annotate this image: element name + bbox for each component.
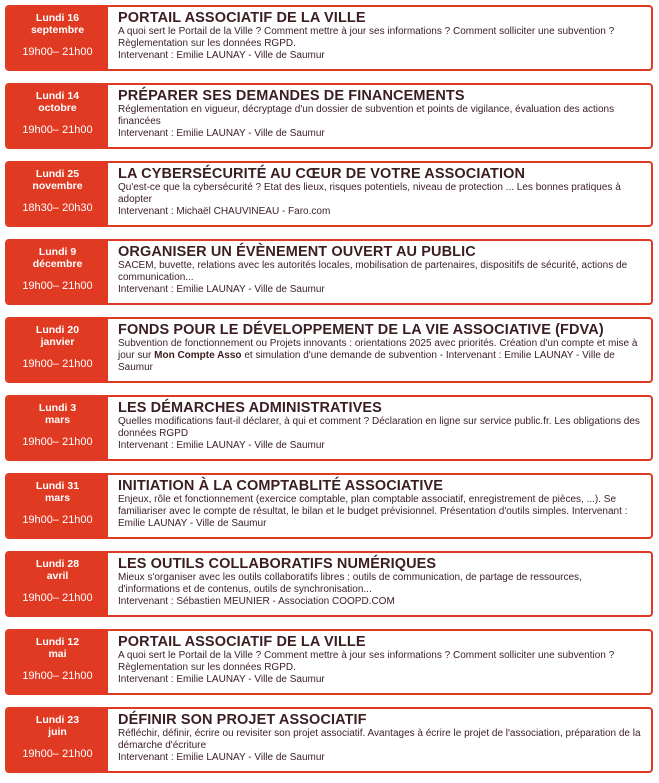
- session-description: Réfléchir, définir, écrire ou revisiter son projet associatif. Avantages à écrire le projet de l'association, préparation de la démarche d'écriture: [118, 728, 641, 751]
- date-block: [7, 85, 108, 147]
- session-speaker: Intervenant : Emilie LAUNAY - Ville de Saumur: [118, 284, 325, 295]
- month: décembre: [32, 258, 83, 270]
- date-block: [7, 241, 108, 303]
- mon-compte-asso-highlight: Mon Compte Asso: [154, 350, 242, 361]
- session-body: [108, 475, 651, 537]
- session-body: [108, 397, 651, 459]
- session-title: LES OUTILS COLLABORATIFS NUMÉRIQUES: [118, 556, 437, 572]
- session-description: A quoi sert le Portail de la Ville ? Comment mettre à jour ses informations ? Comment solliciter une subvention ? Règlementation sur les données RGPD.: [118, 650, 615, 673]
- session-speaker: Intervenant : Emilie LAUNAY - Ville de Saumur: [118, 752, 325, 763]
- date-label: [7, 402, 108, 426]
- day: Lundi 16: [35, 12, 80, 24]
- date-block: [7, 7, 108, 69]
- session-speaker: Intervenant : Sébastien MEUNIER - Association COOPD.COM: [118, 596, 395, 607]
- date-block: [7, 631, 108, 693]
- session-title: PRÉPARER SES DEMANDES DE FINANCEMENTS: [118, 88, 465, 104]
- month: mars: [44, 414, 71, 426]
- time: 19h00– 21h00: [22, 280, 93, 292]
- session-speaker: Intervenant : Michaël CHAUVINEAU - Faro.com: [118, 206, 331, 217]
- time: 18h30– 20h30: [22, 202, 93, 214]
- session-title: INITIATION À LA COMPTABLITÉ ASSOCIATIVE: [118, 478, 444, 494]
- date-block: [7, 475, 108, 537]
- session-title: PORTAIL ASSOCIATIF DE LA VILLE: [118, 10, 366, 26]
- session-description: Quelles modifications faut-il déclarer, à qui et comment ? Déclaration en ligne sur service public.fr. Les obligations des données RGPD: [118, 416, 640, 439]
- month: janvier: [40, 336, 75, 348]
- date-label: [7, 90, 108, 114]
- time: 19h00– 21h00: [22, 748, 93, 760]
- session-card: [5, 395, 653, 461]
- session-title: DÉFINIR SON PROJET ASSOCIATIF: [118, 712, 367, 728]
- session-speaker: Intervenant : Emilie LAUNAY - Ville de Saumur: [118, 128, 325, 139]
- session-speaker: Intervenant : Emilie LAUNAY - Ville de Saumur: [118, 674, 325, 685]
- session-title: FONDS POUR LE DÉVELOPPEMENT DE LA VIE ASSOCIATIVE (FDVA): [118, 322, 604, 338]
- day: Lundi 31: [35, 480, 80, 492]
- time: 19h00– 21h00: [22, 670, 93, 682]
- session-card: [5, 629, 653, 695]
- session-body: [108, 163, 651, 225]
- session-card: [5, 473, 653, 539]
- session-description: Réglementation en vigueur, décryptage d'un dossier de subvention et points de vigilance, évaluation des actions financées: [118, 104, 615, 127]
- time: 19h00– 21h00: [22, 514, 93, 526]
- time: 19h00– 21h00: [22, 358, 93, 370]
- month: novembre: [32, 180, 83, 192]
- day: Lundi 25: [35, 168, 80, 180]
- date-block: [7, 553, 108, 615]
- month: mai: [48, 648, 67, 660]
- date-block: [7, 397, 108, 459]
- session-card: [5, 551, 653, 617]
- date-block: [7, 709, 108, 771]
- session-title: LES DÉMARCHES ADMINISTRATIVES: [118, 400, 382, 416]
- day: Lundi 14: [35, 90, 80, 102]
- time: 19h00– 21h00: [22, 592, 93, 604]
- session-card: [5, 5, 653, 71]
- session-title: ORGANISER UN ÉVÈNEMENT OUVERT AU PUBLIC: [118, 244, 476, 260]
- date-block: [7, 163, 108, 225]
- session-body: [108, 553, 651, 615]
- day: Lundi 28: [35, 558, 80, 570]
- time: 19h00– 21h00: [22, 124, 93, 136]
- session-title: PORTAIL ASSOCIATIF DE LA VILLE: [118, 634, 366, 650]
- session-speaker: Intervenant : Emilie LAUNAY - Ville de Saumur: [118, 440, 325, 451]
- session-card: [5, 161, 653, 227]
- month: juin: [48, 726, 67, 738]
- day: Lundi 12: [35, 636, 80, 648]
- date-label: [7, 714, 108, 738]
- session-description: Qu'est-ce que la cybersécurité ? Etat des lieux, risques potentiels, niveau de protection ... Les bonnes pratiques à adopter: [118, 182, 621, 205]
- date-label: [7, 558, 108, 582]
- session-description: [118, 494, 645, 530]
- date-label: [7, 324, 108, 348]
- session-description: [118, 338, 645, 374]
- month: avril: [46, 570, 69, 582]
- session-card: [5, 707, 653, 773]
- session-speaker: Intervenant : Emilie LAUNAY - Ville de Saumur: [118, 506, 628, 529]
- date-label: [7, 246, 108, 270]
- session-body: [108, 7, 651, 69]
- session-speaker: Intervenant : Emilie LAUNAY - Ville de Saumur: [118, 350, 615, 373]
- date-label: [7, 168, 108, 192]
- session-description: Mieux s'organiser avec les outils collaboratifs libres : outils de communication, de partage de ressources, d'informations et de contenus, outils de synchronisation...: [118, 572, 582, 595]
- time: 19h00– 21h00: [22, 436, 93, 448]
- session-body: [108, 631, 651, 693]
- date-label: [7, 636, 108, 660]
- session-body: [108, 709, 651, 771]
- session-card: [5, 83, 653, 149]
- description-text: Enjeux, rôle et fonctionnement (exercice comptable, plan comptable associatif, enregistrement de pièces, ...). Se familiariser avec le compte de résultat, le bilan et le budget prévisionnel. Présentation d'outils simples.: [118, 494, 617, 517]
- time: 19h00– 21h00: [22, 46, 93, 58]
- day: Lundi 23: [35, 714, 80, 726]
- description-text: Subvention de fonctionnement ou Projets innovants : orientations 2025 avec priorités. Création d'un compte et mise à jour sur: [118, 338, 638, 361]
- date-label: [7, 12, 108, 36]
- date-label: [7, 480, 108, 504]
- session-title: LA CYBERSÉCURITÉ AU CŒUR DE VOTRE ASSOCIATION: [118, 166, 526, 182]
- day: Lundi 9: [38, 246, 77, 258]
- day: Lundi 20: [35, 324, 80, 336]
- session-body: [108, 319, 651, 381]
- month: octobre: [38, 102, 77, 114]
- session-speaker: Intervenant : Emilie LAUNAY - Ville de Saumur: [118, 50, 325, 61]
- session-card: [5, 317, 653, 383]
- session-body: [108, 85, 651, 147]
- session-description: SACEM, buvette, relations avec les autorités locales, mobilisation de partenaires, dispositifs de sécurité, actions de communication...: [118, 260, 628, 283]
- session-body: [108, 241, 651, 303]
- date-block: [7, 319, 108, 381]
- day: Lundi 3: [38, 402, 77, 414]
- session-description: A quoi sert le Portail de la Ville ? Comment mettre à jour ses informations ? Comment solliciter une subvention ? Règlementation sur les données RGPD.: [118, 26, 615, 49]
- session-card: [5, 239, 653, 305]
- description-text: et simulation d'une demande de subvention -: [241, 350, 446, 361]
- month: septembre: [30, 24, 85, 36]
- month: mars: [44, 492, 71, 504]
